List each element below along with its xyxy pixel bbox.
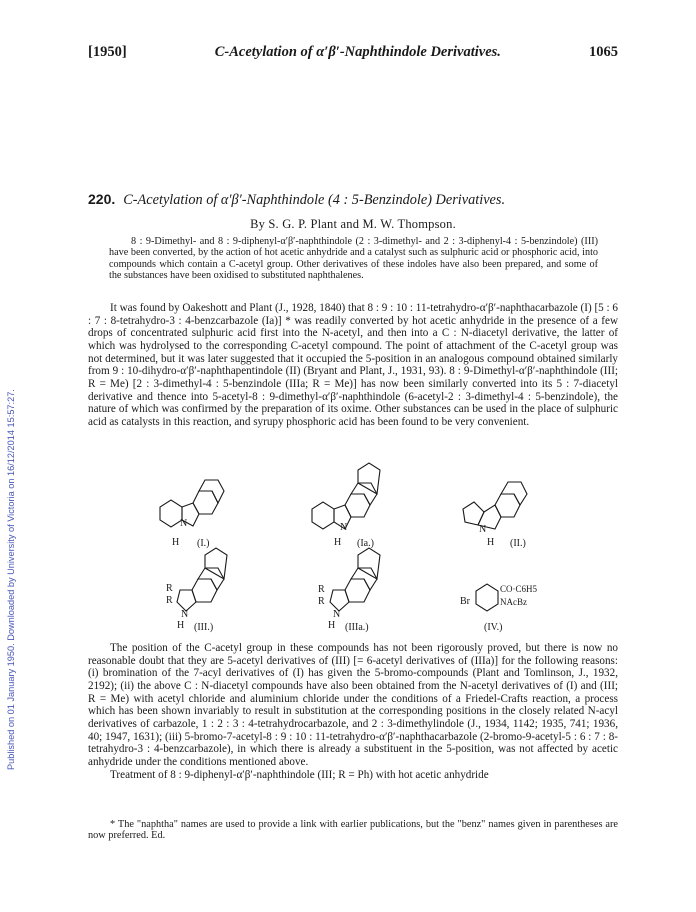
structure-IV bbox=[476, 584, 498, 611]
body-text-2 bbox=[88, 642, 618, 781]
label-Br: Br bbox=[460, 596, 470, 607]
structure-IIIa bbox=[330, 548, 380, 611]
structure-II bbox=[463, 482, 527, 529]
year: [1950] bbox=[88, 44, 127, 60]
label-H-Ia: H bbox=[334, 537, 342, 548]
abstract: 8 : 9-Dimethyl- and 8 : 9-diphenyl-α′β′-naphthindole (2 : 3-dimethyl- and 2 : 3-diphenyl-4 : 5-benzindole) (III) have been converted, by the action of hot acetic anhydride and a catalyst such as sulphuric acid or phosphoric acid, into compounds which contain a C-acetyl group. Other derivatives of these indoles have also been prepared, and some of the substances have been oxidised to substituted naphthalenes. bbox=[109, 236, 598, 282]
label-N-Ia: N bbox=[340, 522, 348, 533]
label-IV: (IV.) bbox=[484, 622, 503, 633]
paragraph-1: It was found by Oakeshott and Plant (J., 1928, 1840) that 8 : 9 : 10 : 11-tetrahydro-α′β′-naphthacarbazole (I) [5 : 6 : 7 : 8-tetrahydro-3 : 4-benzcarbazole (Ia)] * was readily converted by hot acetic anhydride in the presence of a few drops of concentrated sulphuric acid first into the N-acetyl, and then into a C : N-diacetyl derivative, the latter of which was hydrolysed to the corresponding C-acetyl compound. The point of attachment of the C-acetyl group was not determined, but it was later suggested that it occupied the 5-position in an analogous compound obtained similarly from 9 : 10-dihydro-α′β′-naphthapentindole (II) (Bryant and Plant, J., 1931, 93). 8 : 9-Dimethyl-α′β′-naphthindole (III; R = Me) [2 : 3-dimethyl-4 : 5-benzindole (IIIa; R = Me)] has now been similarly converted into its 5 : 7-diacetyl derivative and thence into 5-acetyl-8 : 9-dimethyl-α′β′-naphthindole (6-acetyl-2 : 3-dimethyl-4 : 5-benzindole), the nature of which was confirmed by the preparation of its oxime. Other substances can be used in the place of sulphuric acid as catalysts in this reaction, and syrupy phosphoric acid has been found to be very convenient. bbox=[88, 302, 618, 428]
label-N-II: N bbox=[479, 524, 487, 535]
structure-III bbox=[177, 548, 227, 611]
label-R2-IIIa: R bbox=[318, 596, 325, 607]
article-title-text: C-Acetylation of α′β′-Naphthindole (4 : 5-Benzindole) Derivatives. bbox=[123, 192, 506, 208]
label-Ia: (Ia.) bbox=[357, 538, 374, 549]
label-CO: CO·C6H5 bbox=[500, 584, 538, 594]
page-number: 1065 bbox=[589, 44, 618, 60]
label-IIIa: (IIIa.) bbox=[345, 622, 369, 633]
side-note: Published on 01 January 1950. Downloaded by University of Victoria on 16/12/2014 15:57:27. bbox=[6, 389, 16, 770]
label-N-IIIa: N bbox=[333, 609, 341, 620]
label-H-III: H bbox=[177, 620, 185, 631]
structure-I bbox=[160, 480, 224, 527]
label-II: (II.) bbox=[510, 538, 526, 549]
structure-Ia bbox=[312, 463, 380, 529]
label-H-I: H bbox=[172, 537, 180, 548]
label-I: (I.) bbox=[197, 538, 210, 549]
label-R1-IIIa: R bbox=[318, 584, 325, 595]
footnote: * The "naphtha" names are used to provide a link with earlier publications, but the "benz" names given in parentheses are now preferred. Ed. bbox=[88, 819, 618, 842]
label-N-I: N bbox=[180, 518, 188, 529]
paragraph-2: The position of the C-acetyl group in these compounds has not been rigorously proved, but there is now no reasonable doubt that they are 5-acetyl derivatives of (III) [= 6-acetyl derivatives of (IIIa)] for the following reasons: (i) bromination of the 7-acyl derivatives of (I) has given the 5-bromo-compounds (Plant and Tomlinson, J., 1932, 2192); (ii) the above C : N-diacetyl compounds have also been obtained from the N-acetyl derivatives of (I) and (III; R = Me) with acetyl chloride and aluminium chloride under the conditions of a Friedel-Crafts reaction, a process which has been shown invariably to result in substitution at the corresponding positions in the closely related N-acyl derivatives of carbazole, 1 : 2 : 3 : 4-tetrahydrocarbazole, and 2 : 3-dimethylindole (J., 1934, 1142; 1935, 741; 1936, 40; 1947, 1631); (iii) 5-bromo-7-acetyl-8 : 9 : 10 : 11-tetrahydro-α′β′-naphthacarbazole (2-bromo-9-acetyl-5 : 6 : 7 : 8-tetrahydro-3 : 4-benzcarbazole), in which there is already a substituent in the 5-position, was not affected by acetic anhydride under the conditions mentioned above. bbox=[88, 642, 618, 768]
authors: By S. G. P. Plant and M. W. Thompson. bbox=[250, 217, 456, 231]
paragraph-3: Treatment of 8 : 9-diphenyl-α′β′-naphthindole (III; R = Ph) with hot acetic anhydride bbox=[110, 768, 489, 781]
label-III: (III.) bbox=[194, 622, 214, 633]
label-H-II: H bbox=[487, 537, 495, 548]
label-H-IIIa: H bbox=[328, 620, 336, 631]
label-R1-III: R bbox=[166, 583, 173, 594]
label-NAcBz: NAcBz bbox=[500, 597, 527, 607]
label-N-III: N bbox=[181, 609, 189, 620]
article-number: 220. bbox=[88, 191, 116, 207]
label-R2-III: R bbox=[166, 595, 173, 606]
running-title: C-Acetylation of α′β′-Naphthindole Derivatives. bbox=[214, 44, 501, 60]
